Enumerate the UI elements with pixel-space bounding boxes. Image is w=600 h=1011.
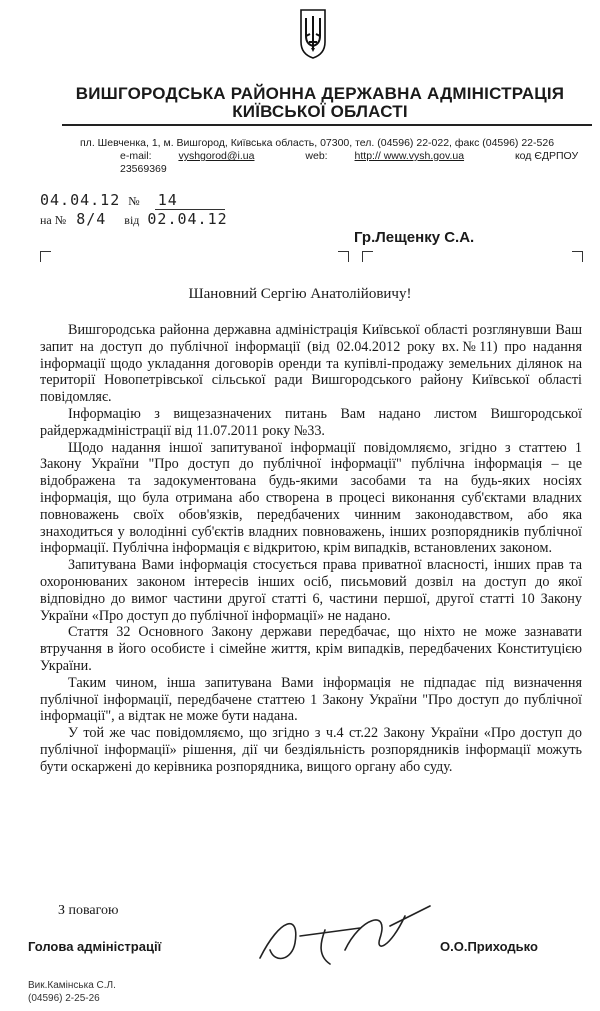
greeting: Шановний Сергію Анатолійовичу! [188,286,412,302]
paragraph: Щодо надання іншої запитуваної інформації повідомляємо, згідно з статтею 1 Закону України "Про доступ до публічної інформації" публічна інформація – це відображена та задокументована будь-якими засобами та на будь-яких носіях інформація, що була отримана або створена в процесі виконання суб'єктами владних повноважень своїх обов'язків, передбачених чинним законодавством, або яка знаходиться у володінні суб'єктів владних повноважень, інших розпорядників публічної інформації. Публічна інформація є відкритою, крім випадків, встановлених законом. [40,439,582,557]
corner-mark-left [40,251,51,262]
closing: З повагою [58,903,119,918]
paragraph: Таким чином, інша запитувана Вами інформація не підпадає під визначення публічної інформації, передбачене статтею 1 Закону України "Про доступ до публічної інформації", а відтак не може бути надана. [40,674,582,725]
edrpou-code: код ЄДРПОУ 23569369 [120,150,579,175]
out-date: 04.04.12 [40,191,121,209]
signatory-name: О.О.Приходько [440,939,538,954]
email-label: e-mail: vyshgorod@i.ua [120,150,255,162]
registration-incoming [40,210,280,229]
org-name-line2: КИЇВСЬКОЇ ОБЛАСТІ [232,102,408,121]
in-number: 8/4 [76,210,107,228]
org-name-line1: ВИШГОРОДСЬКА РАЙОННА ДЕРЖАВНА АДМІНІСТРАЦІЯ [75,84,565,103]
signatory-title: Голова адміністрації [28,939,162,954]
corner-mark-addr [362,251,373,262]
header-rule [62,124,592,126]
out-number: 14 [157,191,178,209]
executor-phone: (04596) 2-25-26 [28,993,100,1004]
paragraph: Стаття 32 Основного Закону держави передбачає, що ніхто не може зазнавати втручання в його особисте і сімейне життя, крім випадків, передбачених Конституцією України. [40,624,582,674]
web-label: web: http:// www.vysh.gov.ua [305,150,465,162]
out-number-label: № [128,194,140,208]
in-date-label: від [124,213,140,227]
paragraph: Запитувана Вами інформація стосується права приватної власності, інших прав та охоронюваних законом інтересів інших осіб, письмовий дозвіл на доступ до якої відповідно до вимог частини другої статті 6, частини першої, другої статті 10 Закону України «Про доступ до публічної інформації» не надано. [40,557,582,624]
in-date: 02.04.12 [147,210,228,228]
contact-address: пл. Шевченка, 1, м. Вишгород, Київська область, 07300, тел. (04596) 22-022, факс (04596) 22-526 [80,137,555,149]
corner-mark-right [572,251,583,262]
email-link[interactable]: vyshgorod@i.ua [178,150,255,162]
web-link[interactable]: http:// www.vysh.gov.ua [354,150,465,162]
handwritten-signature [240,898,440,973]
corner-mark-mid [338,251,349,262]
executor-name: Вик.Камінська С.Л. [28,980,116,991]
contact-online [120,150,600,176]
paragraph: Вишгородська районна державна адміністрація Київської області розглянувши Ваш запит на доступ до публічної інформації (від 02.04.2012 року вх.№11) про надання інформації щодо укладання договорів оренди та купівлі-продажу земельних ділянок на території Новопетрівської сільської ради Вишгородського району Київської області повідомляє. [40,322,582,406]
in-number-label: на № [40,213,67,227]
addressee: Гр.Лещенку С.А. [354,229,475,246]
letter-body [40,322,582,776]
trident-emblem-icon [298,8,328,60]
paragraph: У той же час повідомляємо, що згідно з ч.4 ст.22 Закону України «Про доступ до публічної інформації» рішення, дії чи бездіяльність розпорядників інформації можуть бути оскаржені до керівника розпорядника, вищого органу або суду. [40,725,582,775]
registration-outgoing [40,191,280,210]
paragraph: Інформацію з вищезазначених питань Вам надано листом Вишгородської райдержадміністрації від 11.07.2011 року №33. [40,405,582,439]
